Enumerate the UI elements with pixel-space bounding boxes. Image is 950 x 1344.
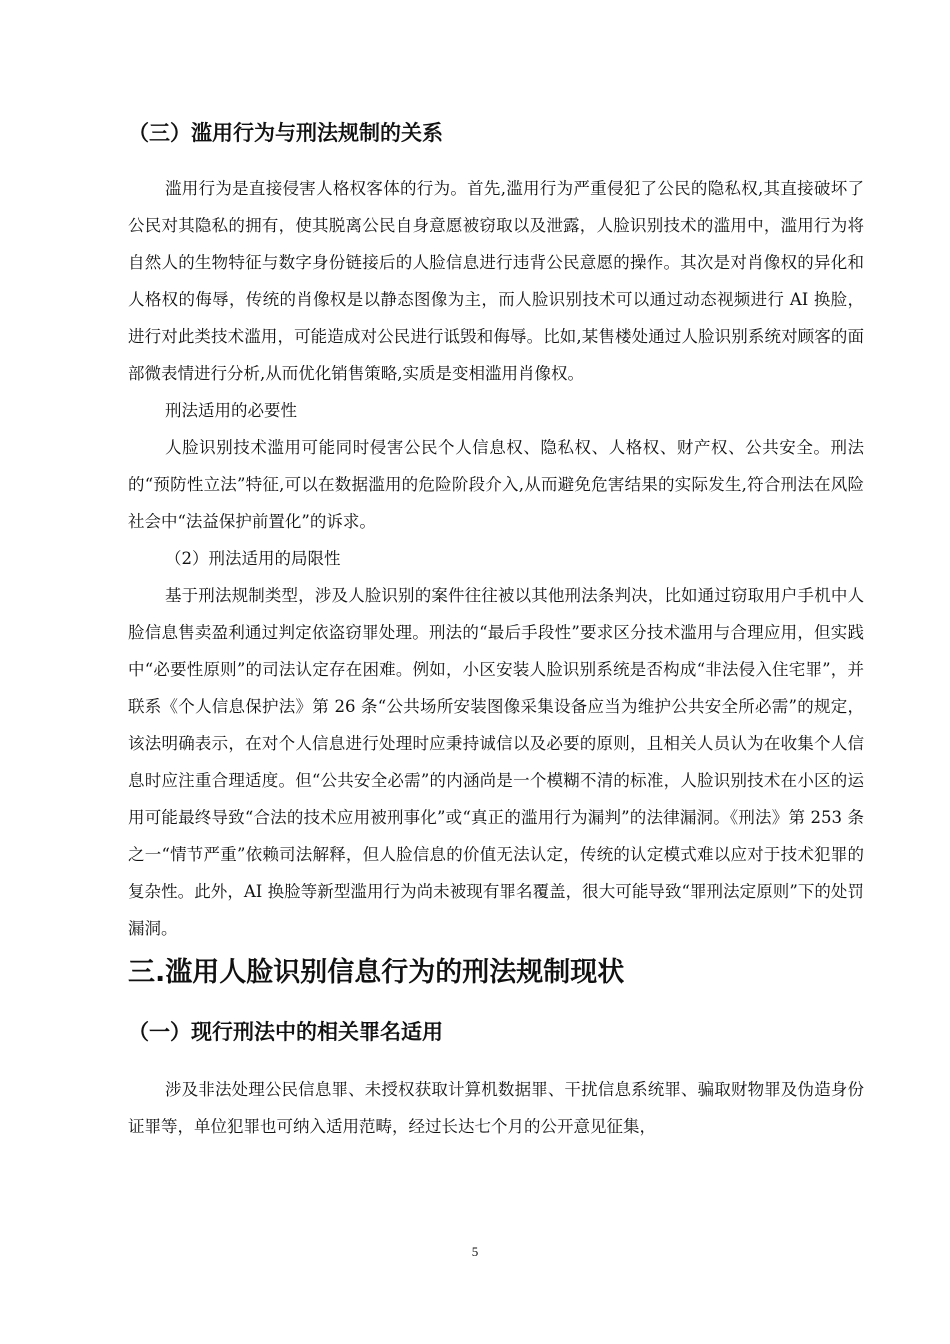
section-heading-3: （三）滥用行为与刑法规制的关系 [128,121,443,145]
subheading-limitations: （2）刑法适用的局限性 [165,549,341,568]
chapter-heading: 三.滥用人脸识别信息行为的刑法规制现状 [128,957,625,988]
body-paragraph: 涉及非法处理公民信息罪、未授权获取计算机数据罪、干扰信息系统罪、骗取财物罪及伪造身份证罪等，单位犯罪也可纳入适用范畴，经过长达七个月的公开意见征集， [128,1080,864,1136]
page-number: 5 [471,1244,479,1259]
body-paragraph: 基于刑法规制类型，涉及人脸识别的案件往往被以其他刑法条判决，比如通过窃取用户手机中人脸信息售卖盈利通过判定依盗窃罪处理。刑法的“最后手段性”要求区分技术滥用与合理应用，但实践中“必要性原则”的司法认定存在困难。例如，小区安装人脸识别系统是否构成“非法侵入住宅罪”，并联系《个人信息保护法》第 26 条“公共场所安装图像采集设备应当为维护公共安全所必需”的规定，该法明确表示，在对个人信息进行处理时应秉持诚信以及必要的原则，且相关人员认为在收集个人信息时应注重合理适度。但“公共安全必需”的内涵尚是一个模糊不清的标准，人脸识别技术在小区的运用可能最终导致“合法的技术应用被刑事化”或“真正的滥用行为漏判”的法律漏洞。《刑法》第 253 条之一“情节严重”依赖司法解释，但人脸信息的价值无法认定，传统的认定模式难以应对于技术犯罪的复杂性。此外，AI 换脸等新型滥用行为尚未被现有罪名覆盖，很大可能导致“罪刑法定原则”下的处罚漏洞。 [128,586,864,938]
body-paragraph: 人脸识别技术滥用可能同时侵害公民个人信息权、隐私权、人格权、财产权、公共安全。刑法的“预防性立法”特征,可以在数据滥用的危险阶段介入,从而避免危害结果的实际发生,符合刑法在风险社会中“法益保护前置化”的诉求。 [128,438,864,531]
section-heading-1: （一）现行刑法中的相关罪名适用 [128,1020,443,1044]
subheading-necessity: 刑法适用的必要性 [165,401,297,420]
body-paragraph: 滥用行为是直接侵害人格权客体的行为。首先,滥用行为严重侵犯了公民的隐私权,其直接破坏了公民对其隐私的拥有，使其脱离公民自身意愿被窃取以及泄露，人脸识别技术的滥用中，滥用行为将自然人的生物特征与数字身份链接后的人脸信息进行违背公民意愿的操作。其次是对肖像权的异化和人格权的侮辱，传统的肖像权是以静态图像为主，而人脸识别技术可以通过动态视频进行 AI 换脸，进行对此类技术滥用，可能造成对公民进行诋毁和侮辱。比如,某售楼处通过人脸识别系统对顾客的面部微表情进行分析,从而优化销售策略,实质是变相滥用肖像权。 [128,179,864,383]
page-content [128,118,864,1145]
